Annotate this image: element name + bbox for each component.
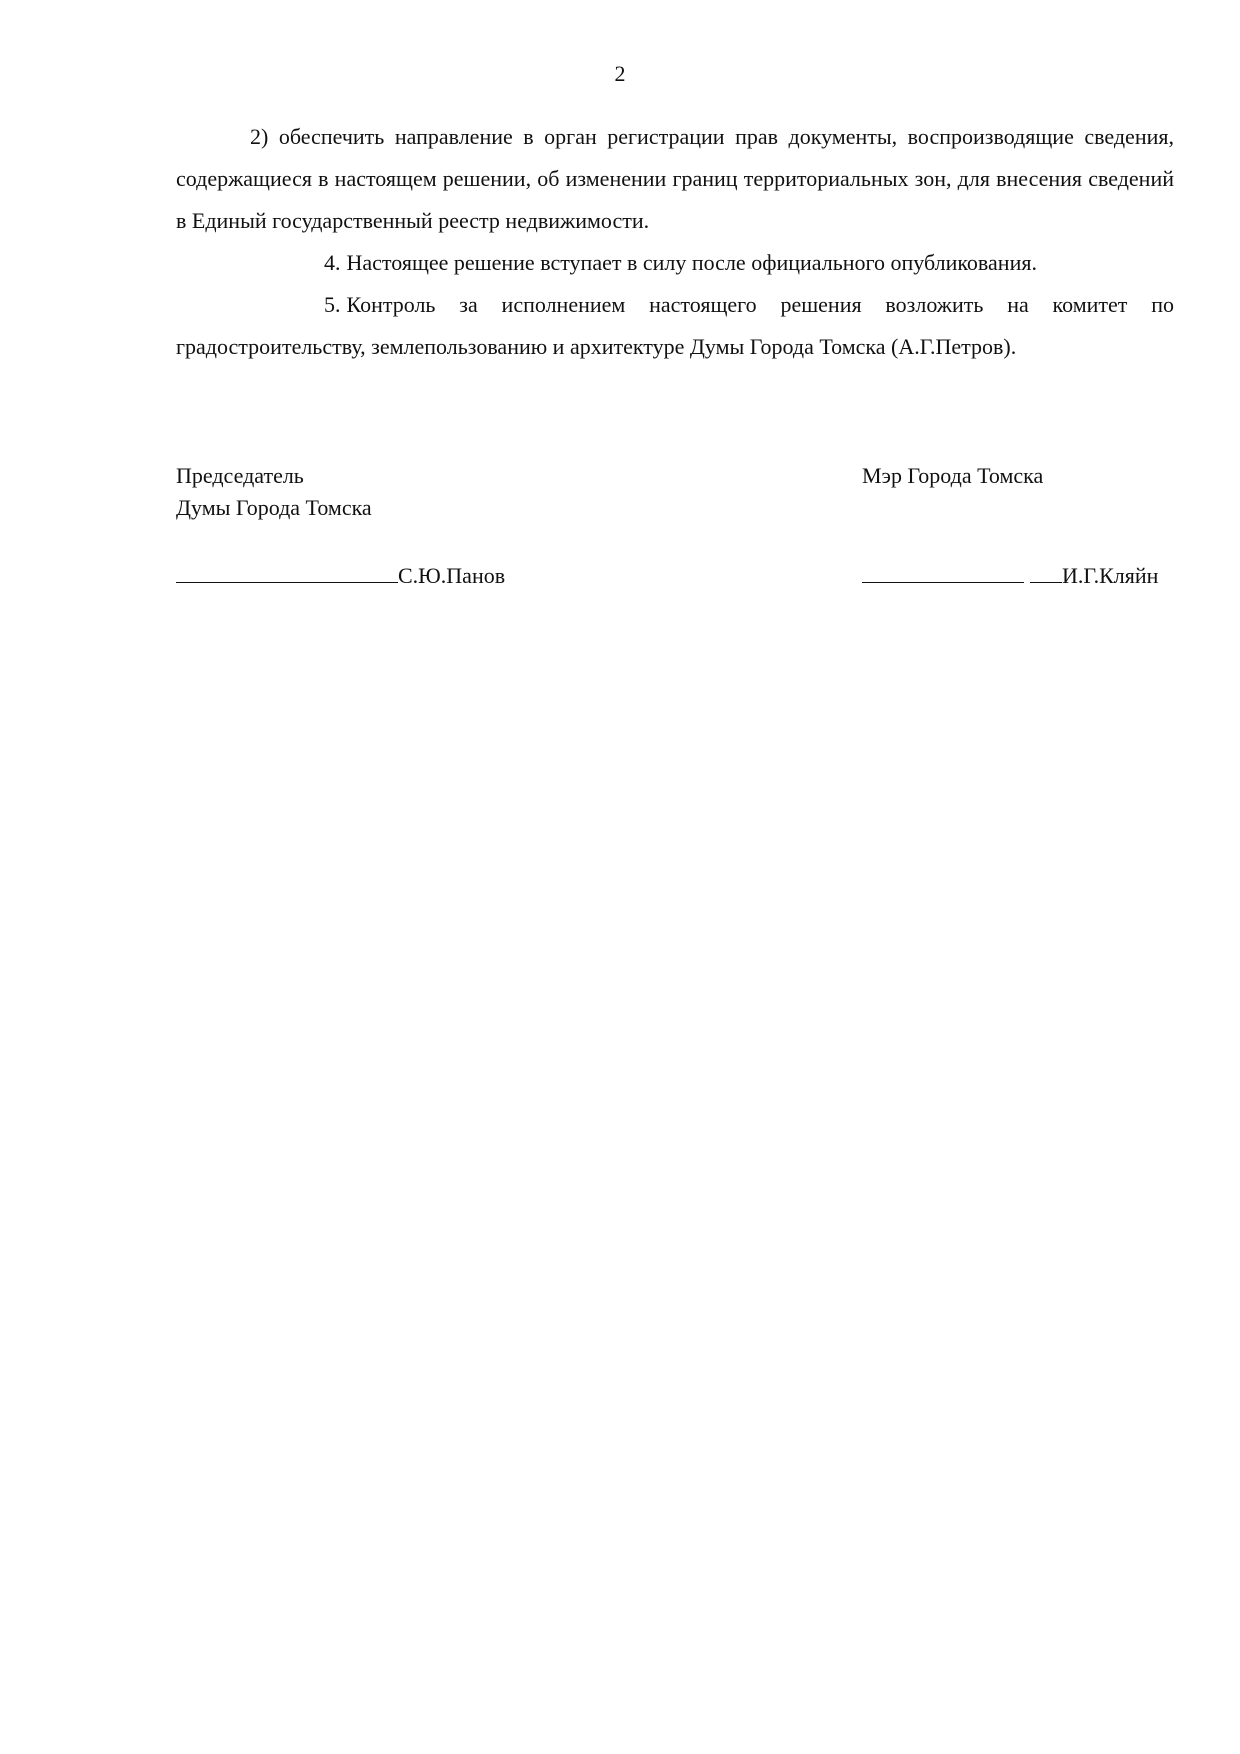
signature-line-mayor xyxy=(862,560,1158,592)
mayor-name: И.Г.Кляйн xyxy=(1062,563,1159,588)
paragraph-4 xyxy=(176,242,1174,284)
signature-underline xyxy=(862,560,1024,583)
paragraph-text: Контроль за исполнением настоящего решения возложить на комитет по градостроительству, землепользованию и архитектуре Думы Города Томска (А.Г.Петров). xyxy=(176,292,1174,359)
signature-line-chairman xyxy=(176,560,505,592)
chairman-name: С.Ю.Панов xyxy=(398,563,506,588)
paragraph-text: 2) обеспечить направление в орган регистрации прав документы, воспроизводящие сведения, содержащиеся в настоящем решении, об изменении границ территориальных зон, для внесения сведений в Единый государственный реестр недвижимости. xyxy=(176,124,1174,233)
signature-underline xyxy=(176,560,398,583)
paragraph-number: 4. xyxy=(324,250,341,275)
signature-underline-short xyxy=(1030,560,1062,583)
signature-block-mayor xyxy=(862,460,1043,492)
document-body xyxy=(176,116,1174,368)
signature-block-chairman xyxy=(176,460,372,524)
paragraph-number: 5. xyxy=(324,292,341,317)
paragraph-item-2 xyxy=(176,116,1174,242)
mayor-title: Мэр Города Томска xyxy=(862,463,1044,488)
chairman-title-line1: Председатель xyxy=(176,463,304,488)
chairman-title-line2: Думы Города Томска xyxy=(176,495,372,520)
paragraph-text: Настоящее решение вступает в силу после официального опубликования. xyxy=(346,250,1037,275)
page-number: 2 xyxy=(614,61,626,86)
paragraph-5 xyxy=(176,284,1174,368)
